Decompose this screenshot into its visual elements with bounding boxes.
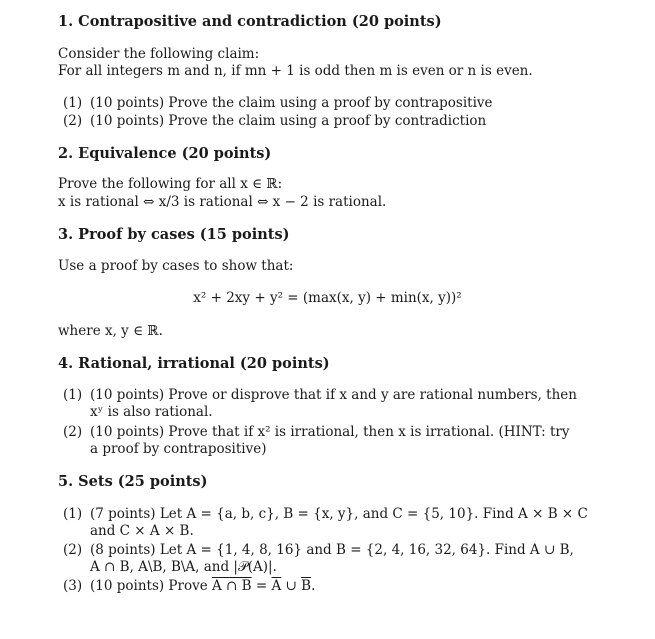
s5-item-3-rhs1: $\overline{A}$ — [271, 578, 282, 594]
section-5-heading: 5. Sets (25 points) — [58, 473, 208, 490]
s2-intro: Prove the following for all x ∈ ℝ: — [58, 176, 283, 192]
s4-item-1-line1: (10 points) Prove or disprove that if x and y are rational numbers, then — [90, 387, 577, 403]
section-2-heading: 2. Equivalence (20 points) — [58, 145, 272, 162]
s5-item-1-num: (1) — [63, 506, 83, 522]
s4-item-2-num: (2) — [63, 424, 83, 440]
s5-item-3-lhs: A ∩ B — [212, 578, 252, 594]
s4-item-1-num: (1) — [63, 387, 83, 403]
s5-item-3-end: . — [311, 578, 316, 594]
s1-item-1-text: (10 points) Prove the claim using a proof by contrapositive — [90, 95, 493, 111]
s5-item-3-cup: ∪ — [281, 578, 302, 594]
s5-item-1-line2: and C × A × B. — [90, 523, 194, 539]
s5-item-2-line2: A ∩ B, A\B, B\A, and |𝒫(A)|. — [90, 559, 277, 575]
s5-item-3-num: (3) — [63, 578, 83, 594]
s4-item-2-line2: a proof by contrapositive) — [90, 441, 267, 457]
s1-item-2-num: (2) — [63, 113, 83, 129]
s3-equation: x² + 2xy + y² = (max(x, y) + min(x, y))² — [193, 290, 462, 306]
section-4-heading: 4. Rational, irrational (20 points) — [58, 355, 330, 372]
s5-item-3-text — [90, 578, 315, 595]
s1-item-1-num: (1) — [63, 95, 83, 111]
section-1-heading: 1. Contrapositive and contradiction (20 points) — [58, 13, 442, 30]
s1-item-2-text: (10 points) Prove the claim using a proof by contradiction — [90, 113, 487, 129]
s5-item-1-line1: (7 points) Let A = {a, b, c}, B = {x, y}, and C = {5, 10}. Find A × B × C — [90, 506, 588, 522]
section-3-heading: 3. Proof by cases (15 points) — [58, 226, 290, 243]
s3-where: where x, y ∈ ℝ. — [58, 323, 163, 339]
s2-statement: x is rational ⇔ x/3 is rational ⇔ x − 2 is rational. — [58, 194, 387, 210]
s1-claim: For all integers m and n, if mn + 1 is odd then m is even or n is even. — [58, 63, 533, 79]
s4-item-1-line2: xʸ is also rational. — [90, 404, 213, 420]
s3-intro: Use a proof by cases to show that: — [58, 258, 294, 274]
s5-item-2-line1: (8 points) Let A = {1, 4, 8, 16} and B = {2, 4, 16, 32, 64}. Find A ∪ B, — [90, 542, 574, 558]
s5-item-3-rhs2: $\overline{B}$ — [301, 578, 312, 594]
s5-item-3-mid: = — [251, 578, 272, 594]
s5-item-3-prefix: (10 points) Prove — [90, 578, 213, 594]
s4-item-2-line1: (10 points) Prove that if x² is irrational, then x is irrational. (HINT: try — [90, 424, 570, 440]
s5-item-2-num: (2) — [63, 542, 83, 558]
s1-intro: Consider the following claim: — [58, 46, 260, 62]
